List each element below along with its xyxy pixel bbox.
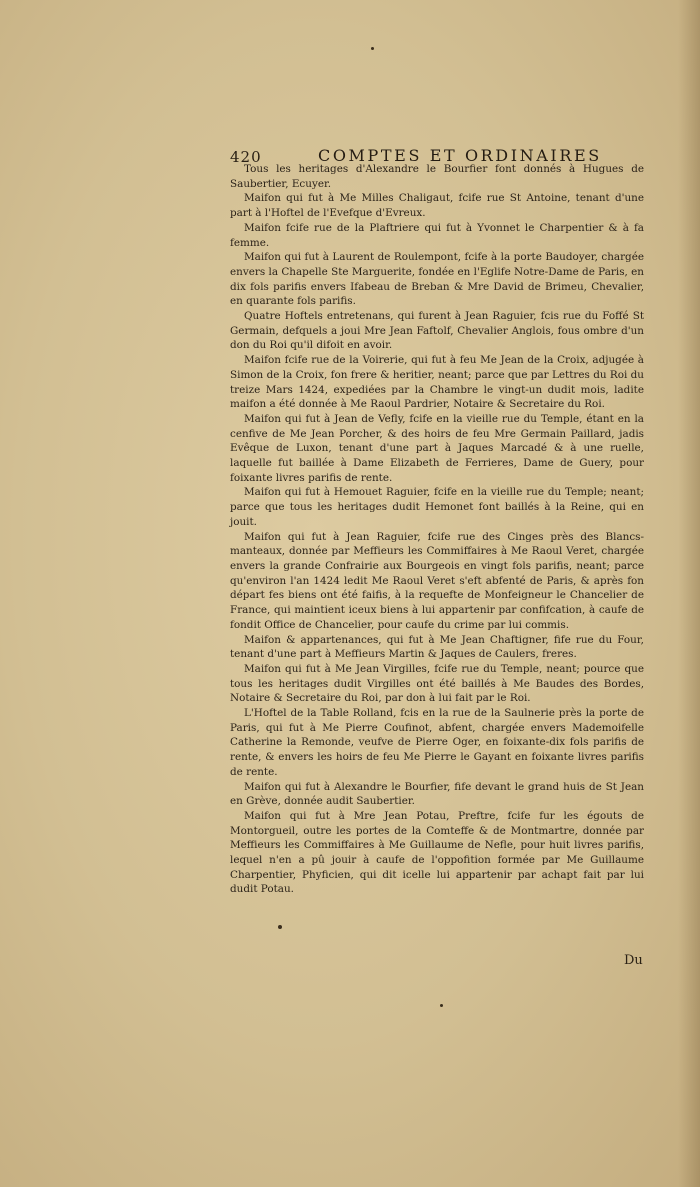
catchword: Du: [624, 953, 643, 968]
paragraph: Maifon qui fut à Mre Jean Potau, Preftre, fcife fur les égouts de Montorgueil, outre les portes de la Comteffe & de Montmartre, donnée par Meffieurs les Commiffaires à Me Guillaume de Nefle, pour huit livres parifis, lequel n'en a pû jouir à caufe de l'oppofition formée par Me Guillaume Charpentier, Phyficien, qui dit icelle lui appartenir par achapt fait par lui dudit Potau.: [230, 809, 644, 896]
text-body: [230, 162, 644, 897]
running-title: COMPTES ET ORDINAIRES: [318, 146, 602, 165]
paragraph: Quatre Hoftels entretenans, qui furent à Jean Raguier, fcis rue du Foffé St Germain, defquels a joui Mre Jean Faftolf, Chevalier Anglois, fous ombre d'un don du Roi qu'il difoit en avoir.: [230, 310, 644, 352]
paragraph: Maifon qui fut à Hemouet Raguier, fcife en la vieille rue du Temple; neant; parce que tous les heritages dudit Hemonet font baillés à la Reine, qui en jouit.: [230, 486, 644, 528]
paragraph: Maifon fcife rue de la Voirerie, qui fut à feu Me Jean de la Croix, adjugée à Simon de la Croix, fon frere & heritier, neant; parce que par Lettres du Roi du treize Mars 1424, expediées par la Chambre le vingt-un dudit mois, ladite maifon a été donnée à Me Raoul Pardrier, Notaire & Secretaire du Roi.: [230, 354, 644, 411]
paragraph: Tous les heritages d'Alexandre le Bourfier font donnés à Hugues de Saubertier, Ecuyer.: [230, 163, 644, 190]
ink-speck: [278, 925, 282, 929]
paragraph: Maifon qui fut à Me Milles Chaligaut, fcife rue St Antoine, tenant d'une part à l'Hoftel de l'Evefque d'Evreux.: [230, 192, 644, 220]
paragraph: Maifon qui fut à Jean Raguier, fcife rue des Cinges près des Blancs-manteaux, donnée par Meffieurs les Commiffaires à Me Raoul Veret, chargée envers la grande Confrairie aux Bourgeois en vingt fols parifis, neant; parce qu'environ l'an 1424 ledit Me Raoul Veret s'eft abfenté de Paris, & après fon départ fes biens ont été faifis, à la requefte de Monfeigneur le Chancelier de France, qui maintient iceux biens à lui appartenir par confifcation, à caufe de fondit Office de Chancelier, pour caufe du crime par lui commis.: [230, 530, 644, 631]
page-gutter-shadow: [678, 0, 700, 1187]
paragraph: Maifon qui fut à Me Jean Virgilles, fcife rue du Temple, neant; pource que tous les heritages dudit Virgilles ont été baillés à Me Baudes des Bordes, Notaire & Secretaire du Roi, par don à lui fait par le Roi.: [230, 662, 644, 705]
paragraph: Maifon & appartenances, qui fut à Me Jean Chaftigner, fife rue du Four, tenant d'une part à Meffieurs Martin & Jaques de Caulers, freres.: [230, 633, 644, 661]
paragraph: Maifon qui fut à Jean de Vefly, fcife en la vieille rue du Temple, étant en la cenfive de Me Jean Porcher, & des hoirs de feu Mre Germain Paillard, jadis Evêque de Luxon, tenant d'une part à Jaques Marcadé & à une ruelle, laquelle fut baillée à Dame Elizabeth de Ferrieres, Dame de Guery, pour foixante livres parifis de rente.: [230, 412, 644, 484]
ink-speck: [440, 1004, 443, 1007]
paragraph: L'Hoftel de la Table Rolland, fcis en la rue de la Saulnerie près la porte de Paris, qui fut à Me Pierre Coufinot, abfent, chargée envers Mademoifelle Catherine la Remonde, veufve de Pierre Oger, en foixante-dix fols parifis de rente, & envers les hoirs de feu Me Pierre le Gayant en foixante livres parifis de rente.: [230, 707, 644, 778]
paragraph: Maifon qui fut à Laurent de Roulempont, fcife à la porte Baudoyer, chargée envers la Chapelle Ste Marguerite, fondée en l'Eglife Notre-Dame de Paris, en dix fols parifis envers Ifabeau de Breban & Mre David de Brimeu, Chevalier, en quarante fols parifis.: [230, 251, 644, 308]
ink-speck: [371, 47, 374, 50]
paragraph: Maifon qui fut à Alexandre le Bourfier, fife devant le grand huis de St Jean en Grève, donnée audit Saubertier.: [230, 780, 644, 808]
page-number: 420: [230, 148, 262, 166]
paragraph: Maifon fcife rue de la Plaftriere qui fut à Yvonnet le Charpentier & à fa femme.: [230, 221, 644, 249]
